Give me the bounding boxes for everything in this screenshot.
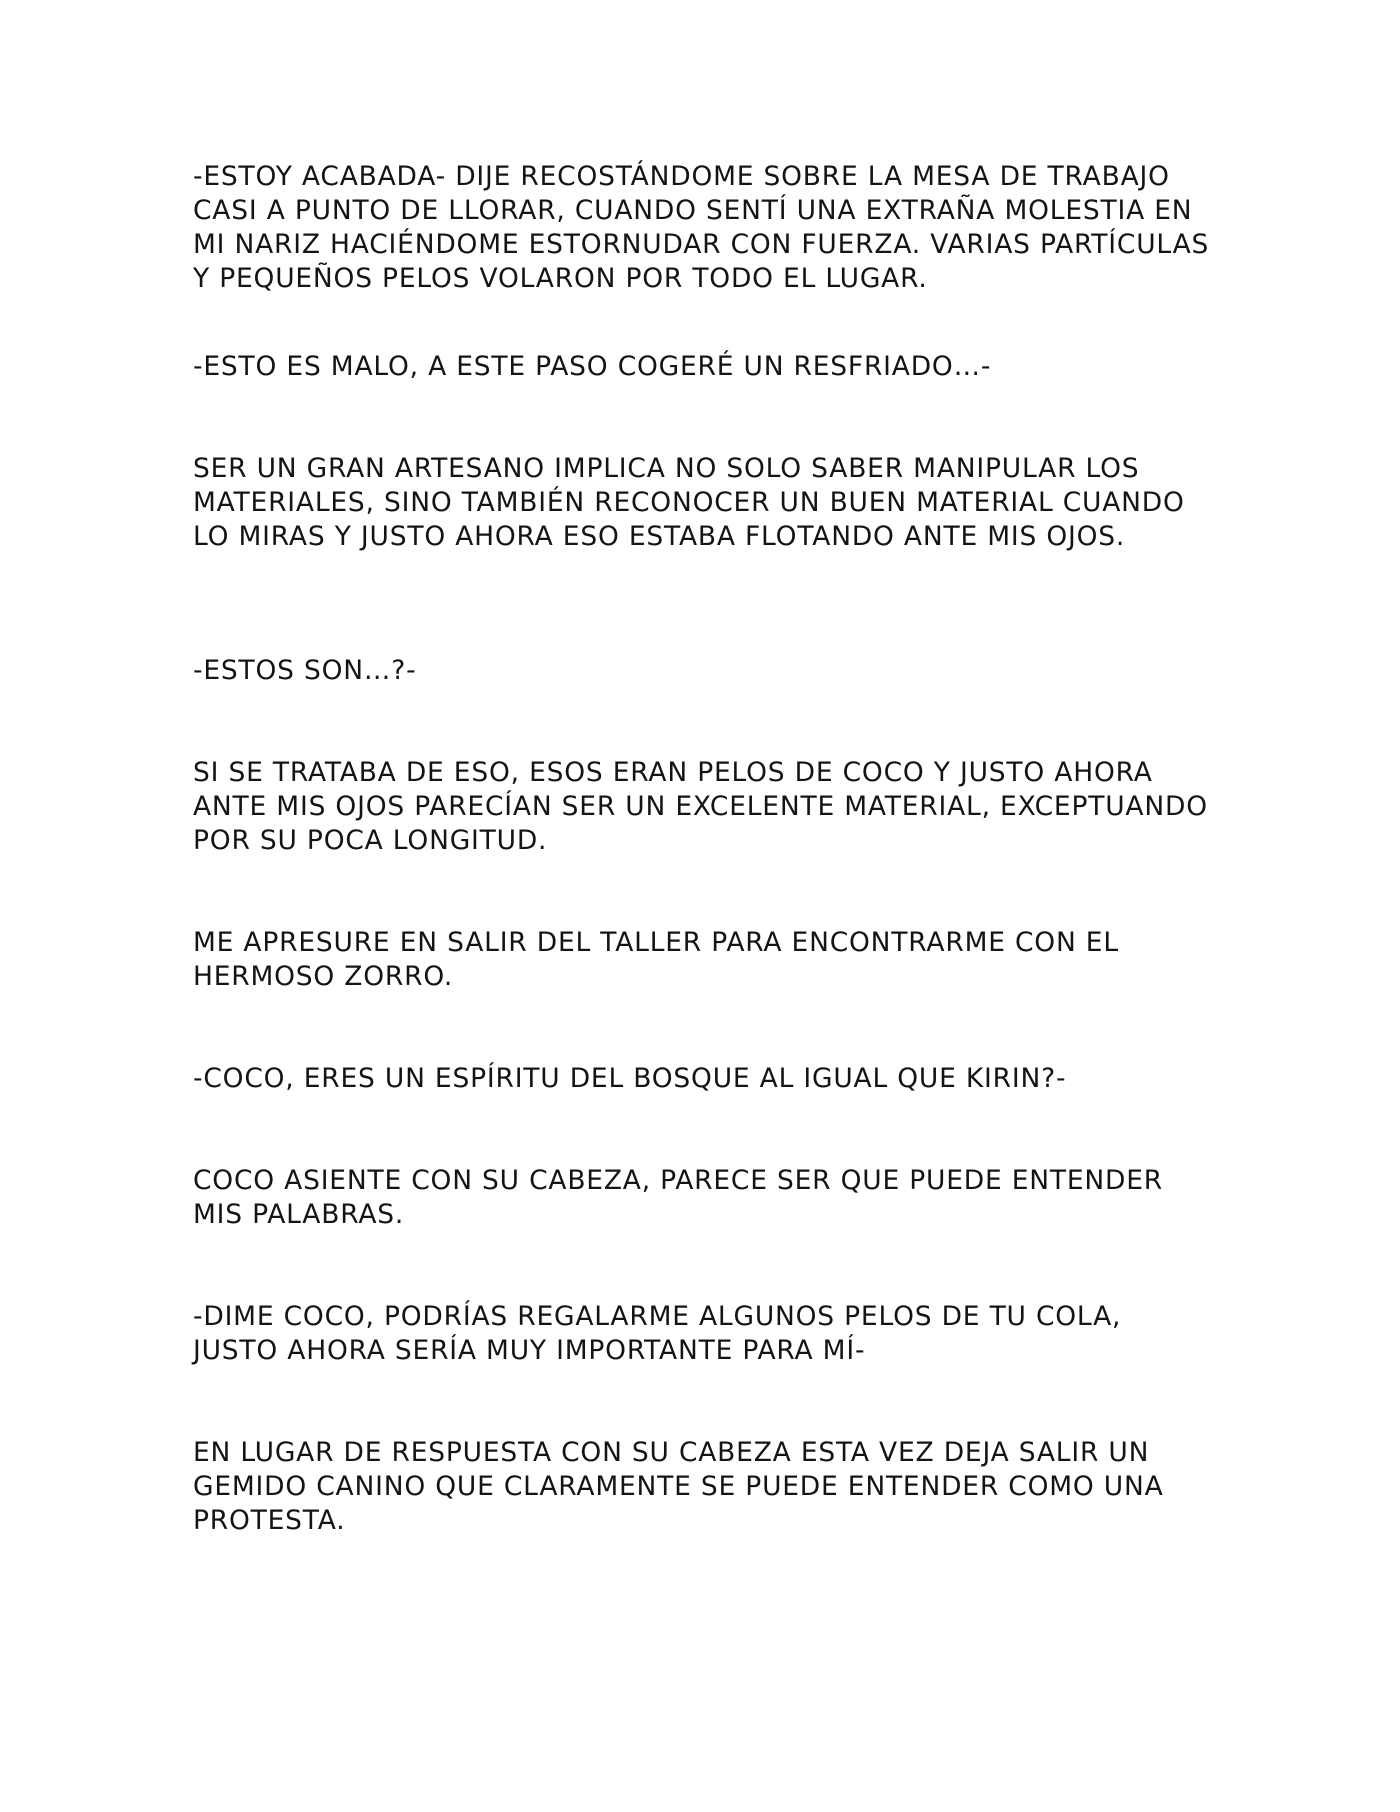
paragraph-2: -ESTO ES MALO, A ESTE PASO COGERÉ UN RESFRIADO…- xyxy=(193,351,992,382)
paragraph-8: COCO ASIENTE CON SU CABEZA, PARECE SER QUE PUEDE ENTENDER MIS PALABRAS. xyxy=(193,1165,1164,1230)
paragraph-5: SI SE TRATABA DE ESO, ESOS ERAN PELOS DE COCO Y JUSTO AHORA ANTE MIS OJOS PARECÍAN SER UN EXCELENTE MATERIAL, EXCEPTUANDO POR SU POCA LONGITUD. xyxy=(193,757,1208,856)
paragraph-10: EN LUGAR DE RESPUESTA CON SU CABEZA ESTA VEZ DEJA SALIR UN GEMIDO CANINO QUE CLARAMENTE SE PUEDE ENTENDER COMO UNA PROTESTA. xyxy=(193,1437,1164,1536)
paragraph-4: -ESTOS SON…?- xyxy=(193,655,417,686)
paragraph-6: ME APRESURE EN SALIR DEL TALLER PARA ENCONTRARME CON EL HERMOSO ZORRO. xyxy=(193,927,1119,992)
paragraph-9: -DIME COCO, PODRÍAS REGALARME ALGUNOS PELOS DE TU COLA, JUSTO AHORA SERÍA MUY IMPORTANTE PARA MÍ- xyxy=(193,1301,1122,1366)
paragraph-7: -COCO, ERES UN ESPÍRITU DEL BOSQUE AL IGUAL QUE KIRIN?- xyxy=(193,1063,1067,1094)
paragraph-1: -ESTOY ACABADA- DIJE RECOSTÁNDOME SOBRE LA MESA DE TRABAJO CASI A PUNTO DE LLORAR, CUANDO SENTÍ UNA EXTRAÑA MOLESTIA EN MI NARIZ HACIÉNDOME ESTORNUDAR CON FUERZA. VARIAS PARTÍCULAS Y PEQUEÑOS PELOS VOLARON POR TODO EL LUGAR. xyxy=(193,161,1210,294)
paragraph-3: SER UN GRAN ARTESANO IMPLICA NO SOLO SABER MANIPULAR LOS MATERIALES, SINO TAMBIÉN RECONOCER UN BUEN MATERIAL CUANDO LO MIRAS Y JUSTO AHORA ESO ESTABA FLOTANDO ANTE MIS OJOS. xyxy=(193,453,1185,552)
